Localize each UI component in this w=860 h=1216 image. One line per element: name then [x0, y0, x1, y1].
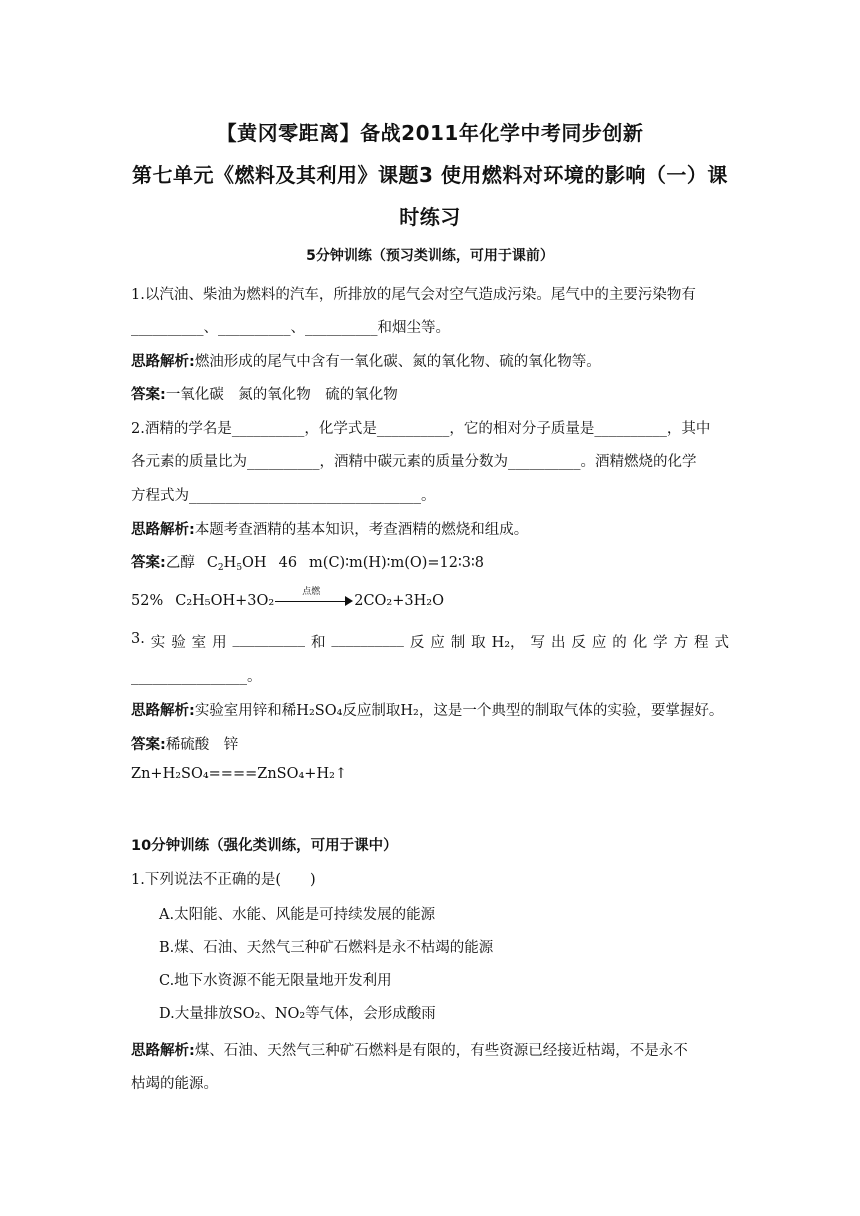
option-d: D.大量排放SO₂、NO₂等气体，会形成酸雨: [159, 1006, 436, 1022]
q2-equation: [131, 587, 444, 609]
q3-word: 写: [530, 635, 545, 651]
q3-word: 应: [591, 635, 607, 651]
q3-word: 室: [191, 635, 207, 651]
s2-q1-stem: 1.下列说法不正确的是( ): [131, 872, 316, 888]
q3-word: 化: [632, 635, 648, 651]
analysis-label: 思路解析:: [131, 522, 195, 538]
q3-word: 学: [653, 635, 668, 651]
answer-label: 答案:: [131, 737, 166, 753]
q1-answer: [131, 383, 398, 404]
q3-word: 用: [212, 635, 227, 651]
q3-word: 出: [550, 635, 566, 651]
analysis-text: 本题考查酒精的基本知识，考查酒精的燃烧和组成。: [194, 522, 529, 538]
q3-word: 制: [450, 635, 466, 651]
q3-stem-line2: ________________。: [131, 669, 262, 685]
q3-equation: Zn+H₂SO₄====ZnSO₄+H₂↑: [131, 766, 348, 782]
q3-word: 和: [310, 635, 326, 651]
section1-heading: 5分钟训练（预习类训练，可用于课前）: [306, 248, 554, 264]
reaction-arrow-icon: [275, 587, 353, 607]
answer-text: 一氧化碳 氮的氧化物 硫的氧化物: [165, 387, 398, 403]
q3-stem-line1: [131, 631, 729, 652]
eq-right: 2CO₂+3H₂O: [354, 593, 444, 609]
q3-answer: [131, 733, 238, 754]
eq-left: C₂H₅OH+3O₂: [175, 593, 275, 609]
section2-heading: 10分钟训练（强化类训练，可用于课中）: [131, 838, 398, 854]
document-title-line1: 【黄冈零距离】备战2011年化学中考同步创新: [216, 121, 644, 145]
q3-word: H₂，: [491, 635, 525, 651]
answer-label: 答案:: [131, 555, 166, 571]
q3-word: 3.: [131, 631, 145, 647]
q2-stem-line1: 2.酒精的学名是__________，化学式是__________，它的相对分子质量是__________，其中: [131, 421, 711, 437]
q3-word: __________: [232, 631, 306, 647]
answer-ratio: m(C)∶m(H)∶m(O)=12∶3∶8: [309, 555, 485, 571]
analysis-text: 实验室用锌和稀H₂SO₄反应制取H₂，这是一个典型的制取气体的实验，要掌握好。: [194, 703, 724, 719]
q3-word: 应: [430, 635, 445, 651]
analysis-label: 思路解析:: [131, 1043, 195, 1059]
answer-formula: $C_2H_5OH$: [206, 555, 267, 573]
q3-word: 反: [409, 635, 425, 651]
s2-q1-analysis: [131, 1039, 688, 1060]
q3-word: 方: [673, 635, 689, 651]
q3-word: 的: [612, 635, 627, 651]
q3-word: 反: [571, 635, 586, 651]
document-title-line2: 第七单元《燃料及其利用》课题3 使用燃料对环境的影响（一）课: [132, 163, 728, 187]
option-c: C.地下水资源不能无限量地开发利用: [159, 973, 392, 989]
q2-analysis: [131, 518, 528, 539]
s2-q1-analysis-line2: 枯竭的能源。: [131, 1076, 218, 1092]
answer-mass: 46: [278, 555, 298, 571]
option-b: B.煤、石油、天然气三种矿石燃料是永不枯竭的能源: [159, 940, 494, 956]
document-title-line3: 时练习: [399, 205, 461, 229]
option-a: A.太阳能、水能、风能是可持续发展的能源: [159, 907, 436, 923]
analysis-text: 煤、石油、天然气三种矿石燃料是有限的，有些资源已经接近枯竭，不是永不: [194, 1043, 688, 1059]
q3-word: 取: [471, 635, 486, 651]
eq-percent: 52%: [131, 593, 164, 609]
q2-stem-line2: 各元素的质量比为__________，酒精中碳元素的质量分数为__________。酒精燃烧的化学: [131, 454, 697, 470]
q3-analysis: [131, 699, 723, 720]
analysis-label: 思路解析:: [131, 354, 195, 370]
q1-analysis: [131, 350, 601, 371]
analysis-text: 燃油形成的尾气中含有一氧化碳、氮的氧化物、硫的氧化物等。: [194, 354, 601, 370]
q3-word: 程: [694, 635, 709, 651]
q3-word: 实: [150, 635, 166, 651]
eq-condition: 点燃: [302, 587, 321, 597]
answer-name: 乙醇: [165, 555, 195, 571]
q2-stem-line3: 方程式为________________________________。: [131, 488, 436, 504]
answer-text: 稀硫酸 锌: [165, 737, 239, 753]
q3-word: 式: [714, 635, 729, 651]
q1-stem-line1: 1.以汽油、柴油为燃料的汽车，所排放的尾气会对空气造成污染。尾气中的主要污染物有: [131, 287, 696, 303]
q1-stem-line2: __________、__________、__________和烟尘等。: [131, 320, 450, 336]
answer-label: 答案:: [131, 387, 166, 403]
analysis-label: 思路解析:: [131, 703, 195, 719]
q3-word: __________: [331, 631, 404, 647]
q2-answer: [131, 551, 484, 573]
q3-word: 验: [171, 635, 186, 651]
